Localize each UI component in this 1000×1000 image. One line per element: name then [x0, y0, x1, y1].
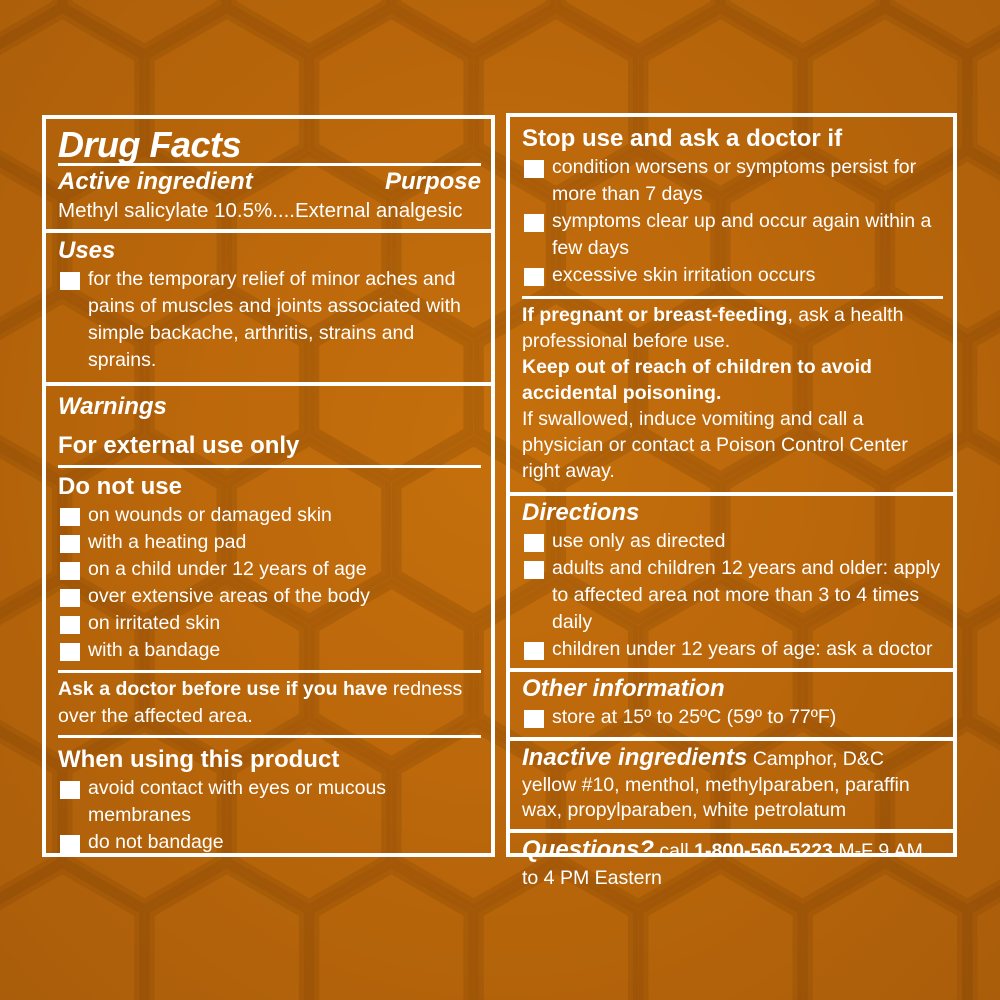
ask-doctor-text [58, 676, 481, 730]
questions-pre: call [654, 840, 695, 862]
checkbox-square-icon [524, 534, 544, 552]
keep-out-text: Keep out of reach of children to avoid accidental poisoning. [522, 356, 872, 404]
directions-list [522, 528, 943, 663]
stop-use-heading: Stop use and ask a doctor if [522, 125, 843, 152]
when-using-list [58, 775, 481, 856]
section-divider [510, 668, 953, 672]
list-item-text: adults and children 12 years and older: apply to affected area not more than 3 to 4 times daily [552, 557, 941, 633]
drug-facts-right-panel [506, 113, 957, 889]
divider [58, 670, 481, 673]
list-item [522, 154, 943, 208]
inactive-ingredients-text [522, 743, 943, 823]
list-item-text: with a bandage [88, 639, 221, 661]
checkbox-square-icon [60, 835, 80, 853]
other-information-heading: Other information [522, 675, 725, 702]
list-item [522, 636, 943, 663]
swallowed-text: If swallowed, induce vomiting and call a physician or contact a Poison Control Center right away. [522, 408, 908, 482]
checkbox-square-icon [524, 268, 544, 286]
checkbox-square-icon [524, 160, 544, 178]
checkbox-square-icon [524, 642, 544, 660]
section-divider [510, 492, 953, 496]
section-divider [510, 737, 953, 741]
stop-use-list [522, 154, 943, 289]
do-not-use-list [58, 502, 481, 664]
list-item [58, 610, 481, 637]
checkbox-square-icon [60, 562, 80, 580]
pregnant-text [522, 302, 943, 354]
list-item-text: store at 15º to 25ºC (59º to 77ºF) [552, 706, 837, 728]
list-item [58, 829, 481, 856]
warnings-heading: Warnings [58, 393, 167, 420]
list-item-text: do not bandage [88, 831, 224, 853]
list-item [58, 556, 481, 583]
ask-doctor-rest: redness over the affected area. [58, 678, 463, 727]
drug-facts-title: Drug Facts [58, 124, 242, 165]
uses-list [58, 266, 481, 374]
do-not-use-heading: Do not use [58, 473, 182, 500]
active-ingredient-line: Methyl salicylate 10.5%....External analgesic [58, 199, 463, 222]
active-ingredient-heading: Active ingredient [58, 168, 253, 195]
list-item [58, 502, 481, 529]
checkbox-square-icon [60, 508, 80, 526]
pregnant-bold: If pregnant or breast-feeding [522, 304, 788, 326]
ask-doctor-bold: Ask a doctor before use if you have [58, 678, 388, 700]
list-item [522, 555, 943, 636]
list-item-text: children under 12 years of age: ask a doctor [552, 638, 933, 660]
checkbox-square-icon [60, 589, 80, 607]
checkbox-square-icon [60, 535, 80, 553]
external-use-heading: For external use only [58, 432, 300, 459]
inactive-ingredients-heading: Inactive ingredients [522, 744, 748, 771]
list-item [522, 528, 943, 555]
list-item-text: for the temporary relief of minor aches and pains of muscles and joints associated with simple backache, arthritis, strains and sprains. [88, 268, 461, 371]
inactive-ingredients-list: Camphor, D&C yellow #10, menthol, methylparaben, paraffin wax, propylparaben, white petrolatum [522, 748, 910, 821]
list-item-text: over extensive areas of the body [88, 585, 370, 607]
when-using-heading: When using this product [58, 746, 340, 773]
list-item [58, 583, 481, 610]
checkbox-square-icon [524, 710, 544, 728]
list-item [522, 208, 943, 262]
divider [58, 735, 481, 738]
list-item [58, 266, 481, 374]
pregnant-rest: , ask a health professional before use. [522, 304, 904, 352]
list-item [58, 775, 481, 829]
checkbox-square-icon [60, 781, 80, 799]
list-item-text: on irritated skin [88, 612, 221, 634]
list-item [58, 637, 481, 664]
questions-text [522, 835, 943, 891]
purpose-heading: Purpose [384, 168, 481, 195]
checkbox-square-icon [60, 272, 80, 290]
questions-phone[interactable]: 1-800-560-5223 [694, 840, 833, 862]
other-information-list [522, 704, 943, 731]
checkbox-square-icon [524, 214, 544, 232]
list-item-text: excessive skin irritation occurs [552, 264, 816, 286]
directions-heading: Directions [522, 499, 640, 526]
list-item-text: symptoms clear up and occur again within a few days [552, 210, 932, 259]
list-item-text: use only as directed [552, 530, 726, 552]
checkbox-square-icon [60, 643, 80, 661]
checkbox-square-icon [60, 616, 80, 634]
questions-heading: Questions? [522, 836, 655, 863]
drug-facts-left-panel [42, 115, 495, 857]
section-divider [46, 229, 491, 233]
divider [58, 465, 481, 468]
list-item [58, 529, 481, 556]
list-item [522, 704, 943, 731]
checkbox-square-icon [524, 561, 544, 579]
list-item-text: on wounds or damaged skin [88, 504, 332, 526]
uses-heading: Uses [58, 237, 116, 264]
section-divider [510, 829, 953, 833]
questions-post: M-F 9 AM to 4 PM Eastern [522, 840, 923, 889]
list-item-text: on a child under 12 years of age [88, 558, 367, 580]
list-item-text: condition worsens or symptoms persist for more than 7 days [552, 156, 917, 205]
section-divider [46, 382, 491, 386]
divider [522, 296, 943, 299]
list-item-text: with a heating pad [88, 531, 247, 553]
list-item [522, 262, 943, 289]
list-item-text: avoid contact with eyes or mucous membranes [88, 777, 387, 826]
